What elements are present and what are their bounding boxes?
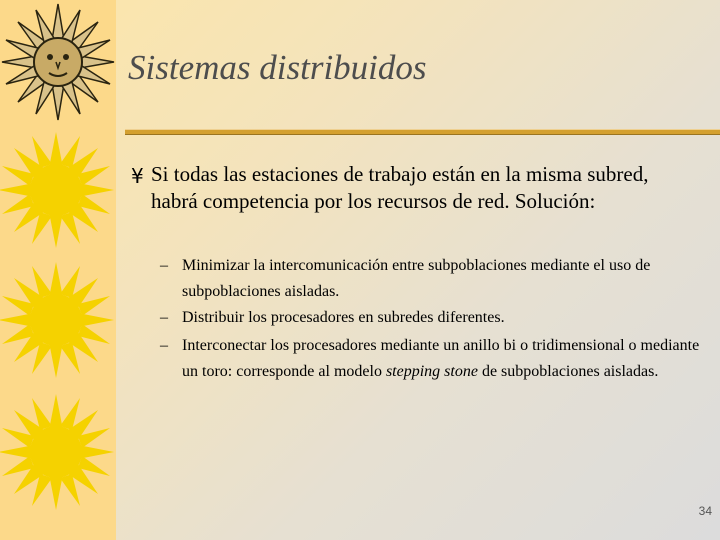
page-number: 34 [698,504,712,518]
dash-marker: – [160,337,168,354]
sub-item-text-italic: stepping stone [385,363,478,380]
sun-icon [0,128,116,253]
bullet-icon: ¥ [131,164,144,188]
sub-item-text: Distribuir los procesadores en subredes diferentes. [182,309,505,326]
slide-title: Sistemas distribuidos [128,48,427,87]
main-bullet-text: Si todas las estaciones de trabajo están en la misma subred, habrá competencia por los recursos de red. Solución: [151,162,649,213]
title-divider [125,129,720,135]
sub-item-text [182,333,718,385]
sub-item-text-part: Interconectar los procesadores mediante un anillo bi o tridimensional o mediante un toro: corresponde al modelo [182,337,700,380]
face-sun-icon [0,0,116,125]
sun-icon [0,390,116,515]
sub-item-text-part: de subpoblaciones aisladas. [477,363,659,380]
dash-marker: – [160,309,168,326]
sun-icon [0,258,116,383]
sub-item-text: Minimizar la intercomunicación entre subpoblaciones mediante el uso de subpoblaciones aisladas. [182,257,651,300]
dash-marker: – [160,257,168,274]
